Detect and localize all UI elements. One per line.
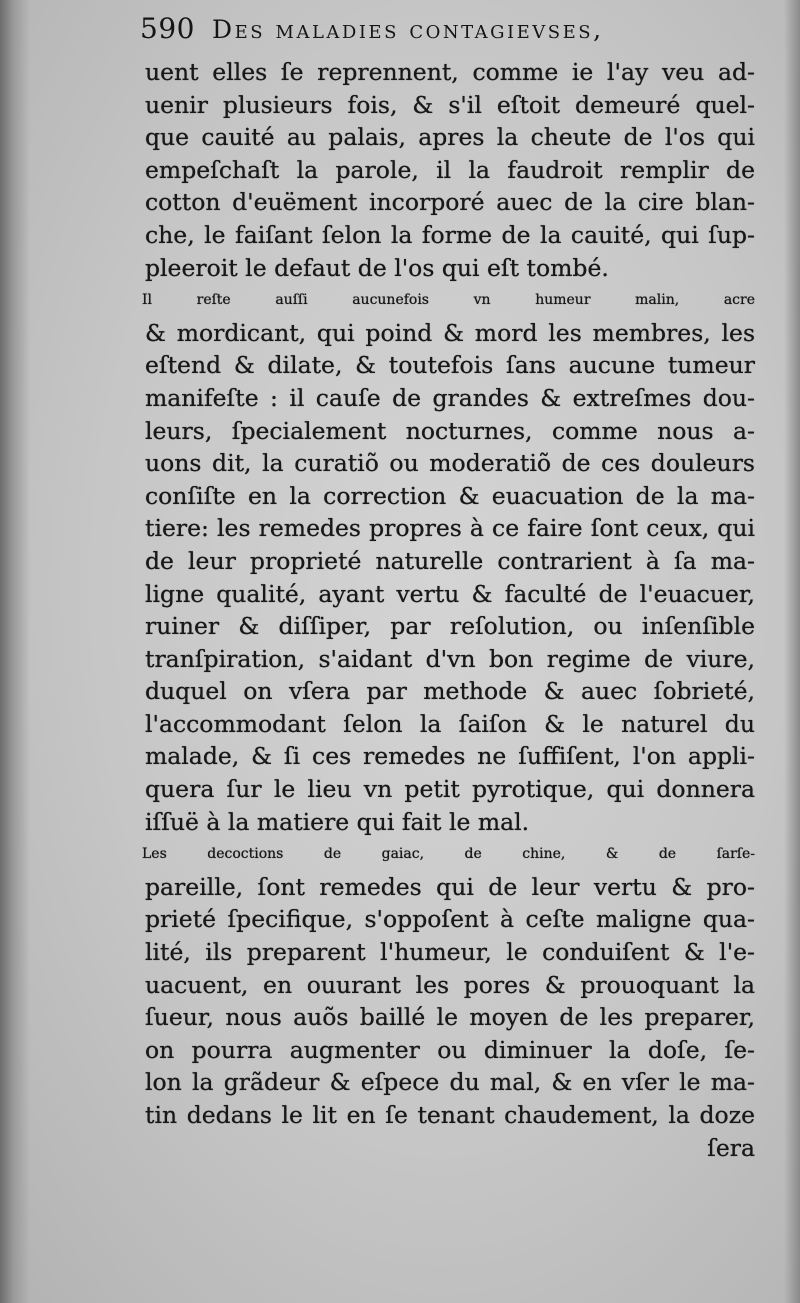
- text-line: tiere: les remedes propres à ce faire ſont ceux, qui: [145, 514, 755, 543]
- text-line: ruiner & diſſiper, par reſolution, ou inſenſible: [145, 612, 755, 641]
- text-line: malade, & ſi ces remedes ne ſuffiſent, l'on appli-: [145, 742, 755, 771]
- text-block: [142, 56, 755, 1164]
- paragraph-start-line: Les decoctions de gaiac, de chine, & de ſarſe-: [142, 846, 755, 863]
- text-line: cotton d'euëment incorporé auec de la cire blan-: [145, 188, 755, 217]
- text-line: uons dit, la curatiõ ou moderatiõ de ces douleurs: [145, 449, 755, 478]
- page-number: 590: [140, 12, 195, 45]
- text-line: uent elles ſe reprennent, comme ie l'ay veu ad-: [145, 58, 755, 86]
- text-line: leurs, ſpecialement nocturnes, comme nous a-: [145, 416, 755, 445]
- running-head: [140, 12, 760, 52]
- text-line: che, le faiſant ſelon la forme de la cauité, qui ſup-: [145, 220, 755, 249]
- text-line: l'accommodant ſelon la ſaiſon & le naturel du: [145, 709, 755, 738]
- text-line: & mordicant, qui poind & mord les membres, les: [145, 318, 755, 347]
- text-line: lon la grãdeur & eſpece du mal, & en vſer le ma-: [145, 1068, 755, 1097]
- text-line: eſtend & dilate, & toutefois ſans aucune tumeur: [145, 351, 755, 380]
- text-line: manifeſte : il cauſe de grandes & extreſmes dou-: [145, 383, 755, 412]
- text-line: pleeroit le defaut de l'os qui eſt tombé.: [145, 253, 609, 282]
- text-line: tin dedans le lit en ſe tenant chaudement, la doze: [145, 1101, 755, 1129]
- text-line: prieté ſpecifique, s'oppoſent à ceſte maligne qua-: [145, 905, 755, 934]
- text-line: ſueur, nous auõs baillé le moyen de les preparer,: [145, 1003, 755, 1032]
- text-line: de leur proprieté naturelle contrarient à ſa ma-: [145, 546, 755, 575]
- text-line: duquel on vſera par methode & auec ſobrieté,: [145, 677, 755, 706]
- paragraph-start-line: Il reſte auſſi aucunefois vn humeur malin, acre: [142, 292, 755, 309]
- text-line: que cauité au palais, apres la cheute de l'os qui: [145, 123, 755, 152]
- running-title: Des maladies contagievses,: [212, 15, 604, 44]
- text-line: on pourra augmenter ou diminuer la doſe, ſe-: [145, 1035, 755, 1064]
- text-line: conſiſte en la correction & euacuation de la ma-: [145, 481, 755, 510]
- text-line: uenir plusieurs fois, & s'il eſtoit demeuré quel-: [145, 90, 755, 119]
- text-line: ligne qualité, ayant vertu & faculté de l'euacuer,: [145, 579, 755, 608]
- page-edge-shadow: [784, 0, 800, 1303]
- text-line: pareille, ſont remedes qui de leur vertu & pro-: [145, 872, 755, 901]
- text-line: empeſchaſt la parole, il la faudroit remplir de: [145, 155, 755, 184]
- catchword: ſera: [707, 1133, 755, 1162]
- text-line: tranſpiration, s'aidant d'vn bon regime de viure,: [145, 644, 755, 673]
- text-line: quera ſur le lieu vn petit pyrotique, qui donnera: [145, 775, 755, 804]
- text-line: iſſuë à la matiere qui fait le mal.: [145, 807, 530, 836]
- text-line: uacuent, en ouurant les pores & prouoquant la: [145, 970, 755, 999]
- gutter-shadow: [0, 0, 30, 1303]
- text-line: lité, ils preparent l'humeur, le conduiſent & l'e-: [145, 938, 755, 967]
